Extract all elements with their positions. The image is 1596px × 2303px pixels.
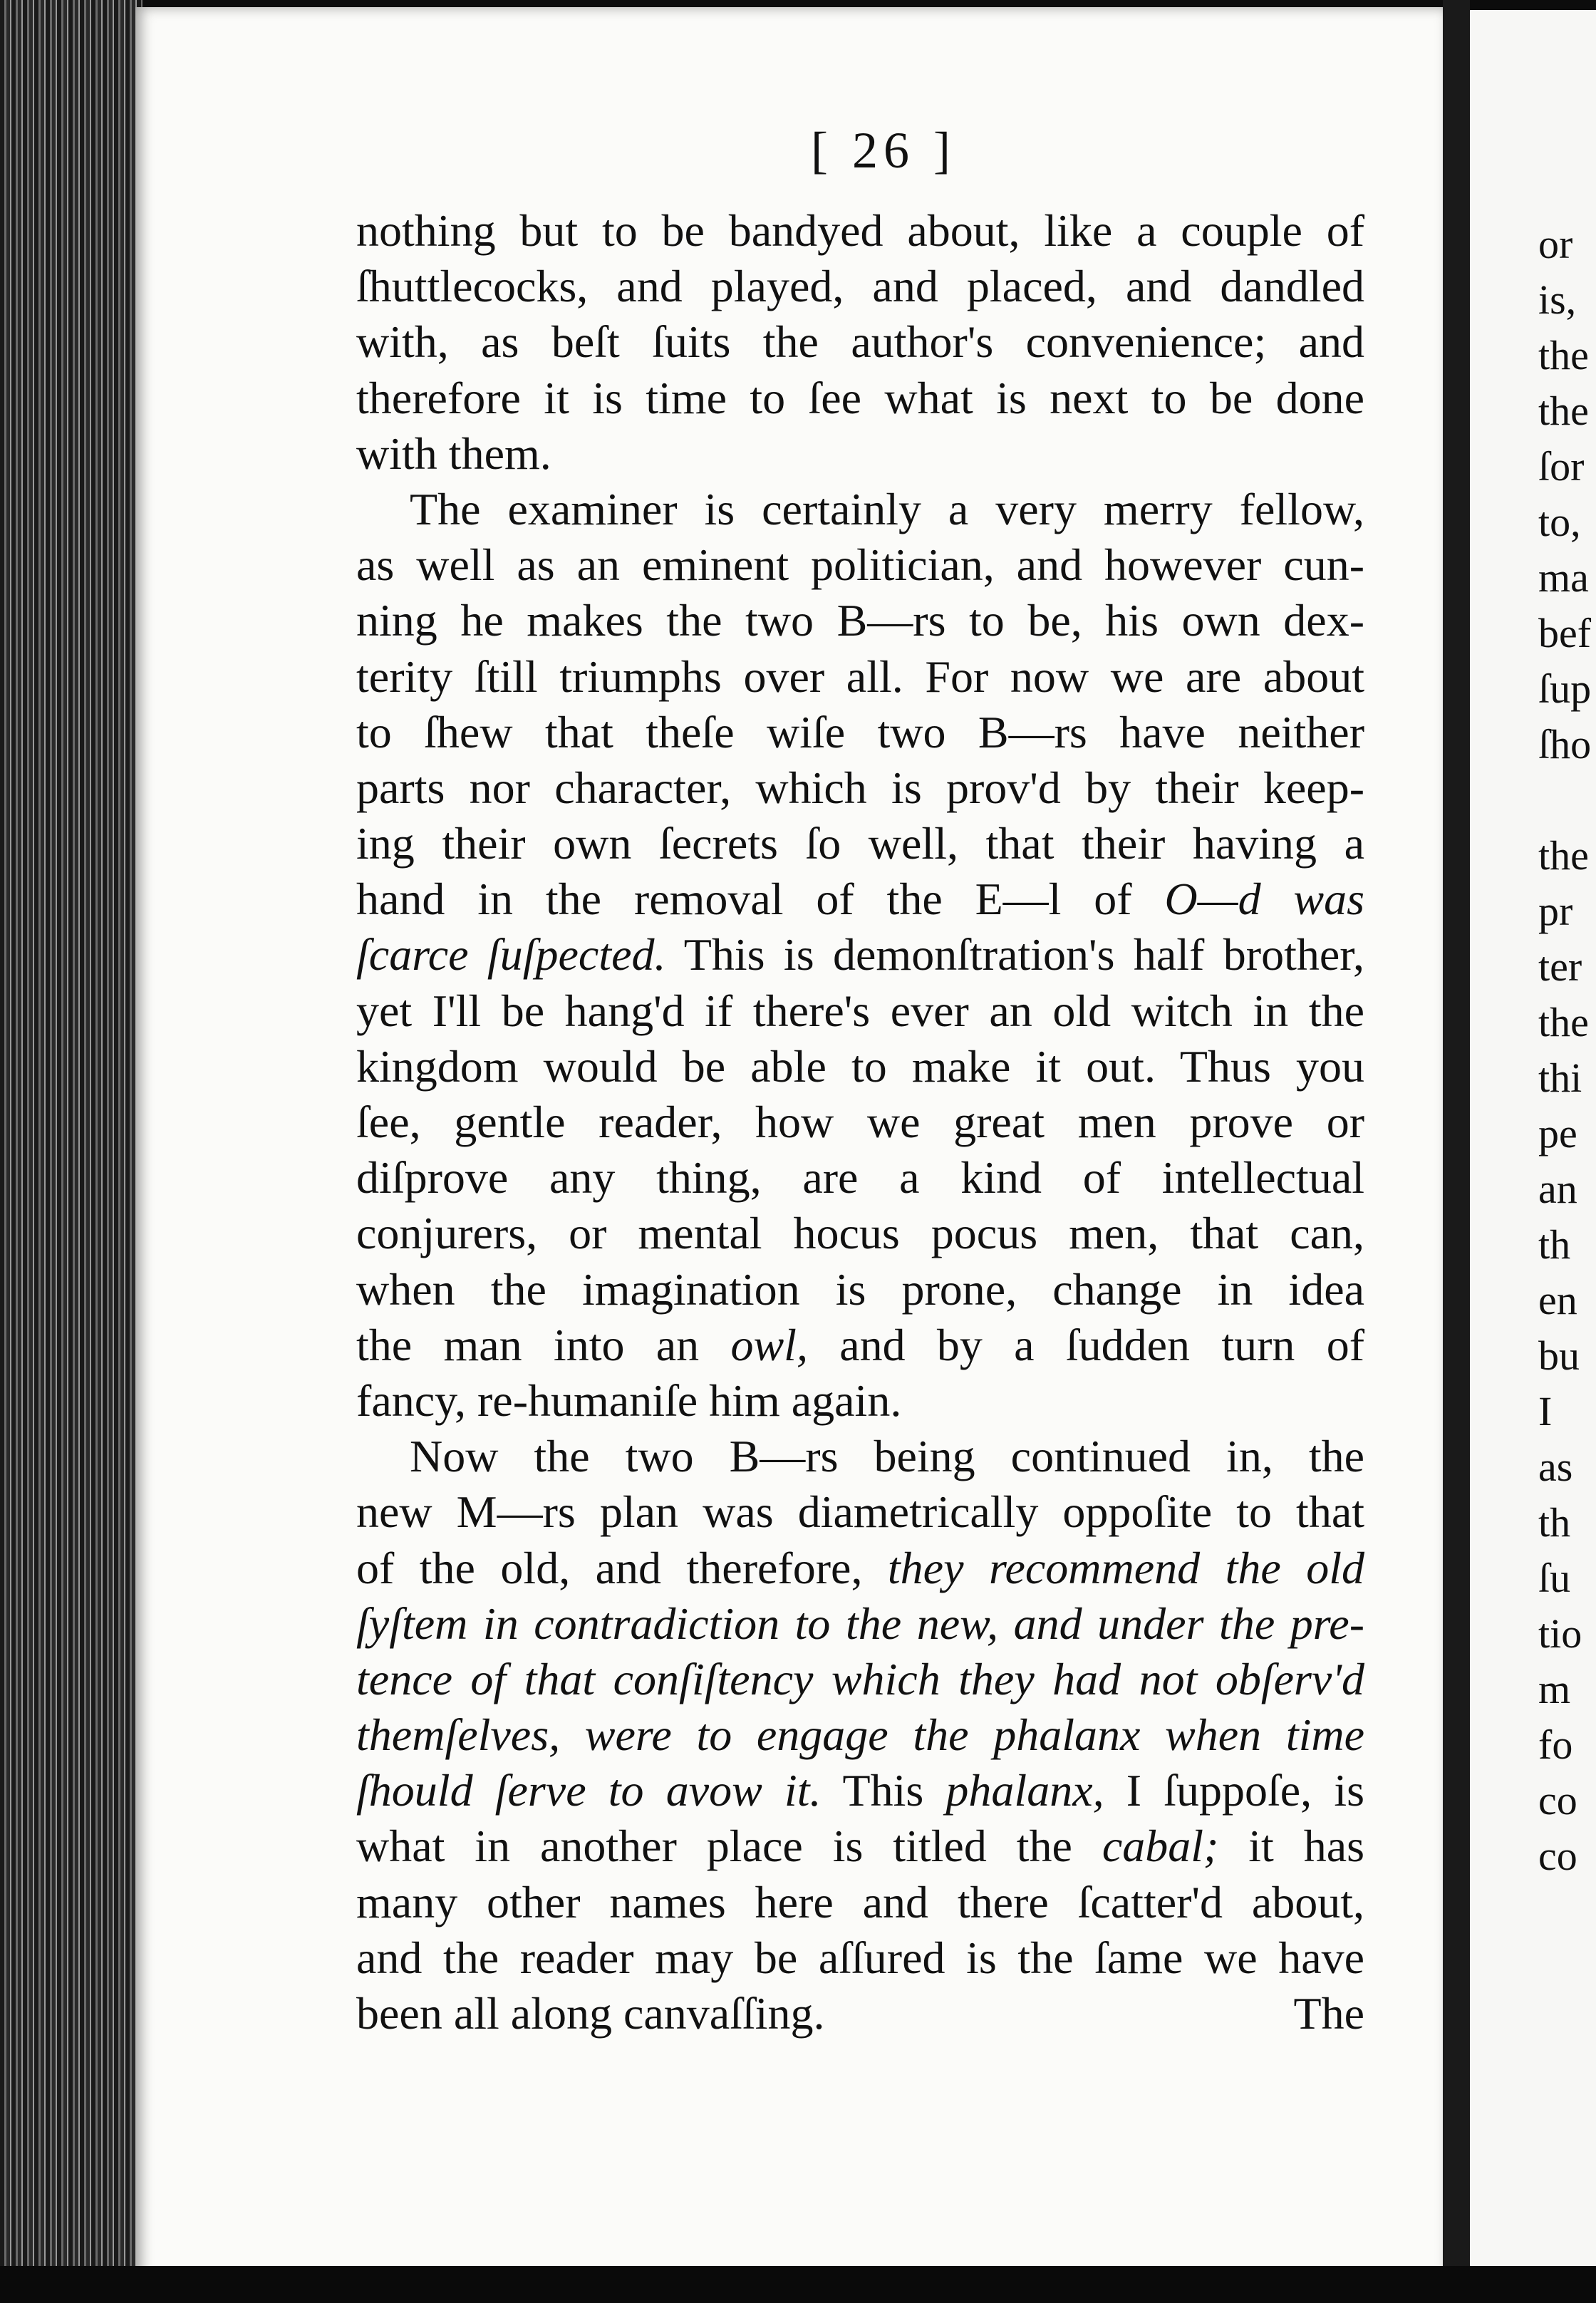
line-text: nothing but to be bandyed about, like a couple of [356, 205, 1364, 256]
facing-page-word: co [1538, 1777, 1577, 1823]
facing-page-word: pe [1538, 1110, 1577, 1156]
italic-text: they recommend the old [887, 1542, 1364, 1593]
line-text: therefore it is time to ſee what is next to be done [356, 372, 1364, 423]
text-line [356, 314, 1364, 370]
facing-page-word: ſu [1538, 1555, 1571, 1601]
line-text: new M—rs plan was diametrically oppoſite to that [356, 1486, 1364, 1538]
facing-page-word: ter [1538, 943, 1582, 990]
italic-text: phalanx, [945, 1765, 1104, 1816]
italic-text: cabal; [1102, 1821, 1219, 1872]
text-line [356, 1707, 1364, 1763]
gutter-shadow [1443, 0, 1470, 2303]
line-text: as well as an eminent politician, and however cun- [356, 539, 1364, 591]
facing-page-word: ma [1538, 554, 1589, 601]
italic-text: O—d was [1164, 874, 1365, 925]
line-text: This [821, 1765, 946, 1816]
book-edge [0, 0, 142, 2303]
facing-page-word: thi [1538, 1055, 1582, 1101]
page-header: [ 26 ] [811, 122, 956, 179]
facing-page-word: th [1538, 1499, 1571, 1546]
line-text: ing their own ſecrets ſo well, that their having a [356, 818, 1364, 869]
facing-page-word: ſho [1538, 721, 1592, 767]
line-text: yet I'll be hang'd if there's ever an old witch in the [356, 985, 1364, 1036]
text-line [356, 1763, 1364, 1818]
text-line [356, 1541, 1364, 1596]
facing-page-fragment [1470, 10, 1596, 2276]
line-text: hand in the removal of the E—l of [356, 874, 1165, 925]
line-text: ſee, gentle reader, how we great men prove or [356, 1097, 1364, 1147]
line-text: diſprove any thing, are a kind of intellectual [356, 1152, 1364, 1204]
facing-page-word: pr [1538, 888, 1573, 934]
text-line [356, 649, 1364, 705]
facing-page-word: co [1538, 1833, 1577, 1879]
text-line [356, 1262, 1364, 1318]
italic-text: and under the pre- [1013, 1598, 1365, 1649]
line-text [998, 1598, 1014, 1649]
text-line [356, 1206, 1364, 1261]
facing-page-word: the [1538, 332, 1589, 378]
bottom-shadow [0, 2266, 1596, 2303]
facing-page-word: an [1538, 1166, 1577, 1212]
line-text: many other names here and there ſcatter'd about, [356, 1876, 1364, 1927]
text-line [356, 705, 1364, 760]
line-text: when the imagination is prone, change in idea [356, 1263, 1364, 1315]
facing-page-word: to, [1538, 499, 1581, 545]
italic-text: tence of that conſiſtency which they had not obſerv'd [356, 1653, 1364, 1704]
text-line [356, 1039, 1364, 1094]
facing-page-word: I [1538, 1388, 1553, 1434]
text-line [356, 593, 1364, 648]
text-line [356, 1652, 1364, 1707]
text-line [356, 1373, 1364, 1429]
facing-page-word: tio [1538, 1610, 1582, 1657]
italic-text: owl, [730, 1319, 808, 1370]
text-line [356, 1318, 1364, 1373]
facing-page-word: ſup [1538, 666, 1592, 712]
facing-page-word: en [1538, 1277, 1577, 1323]
line-text: ning he makes the two B—rs to be, his own dex- [356, 595, 1364, 646]
line-text: and the reader may be aſſured is the ſame we have [356, 1932, 1364, 1983]
text-line [356, 259, 1364, 314]
text-line [356, 983, 1364, 1039]
line-text: conjurers, or mental hocus pocus men, that can, [356, 1208, 1364, 1259]
text-line [356, 203, 1364, 259]
line-text: I ſuppoſe, is [1104, 1765, 1365, 1816]
line-text: fancy, re-humaniſe him again. [356, 1375, 902, 1426]
facing-page-word: is, [1538, 276, 1577, 323]
line-text: it has [1218, 1821, 1365, 1872]
line-text: of the old, and therefore, [356, 1542, 888, 1593]
line-text: the man into an [356, 1319, 731, 1370]
facing-page-word: as [1538, 1444, 1573, 1490]
italic-text: ſhould ſerve to avow it. [356, 1765, 822, 1816]
text-line [356, 1818, 1364, 1874]
facing-page-word: m [1538, 1666, 1571, 1712]
facing-page-word: bu [1538, 1332, 1580, 1379]
facing-page-word: or [1538, 221, 1573, 267]
facing-page-word: bef [1538, 610, 1592, 656]
text-line [356, 1484, 1364, 1540]
line-text: The examiner is certainly a very merry fellow, [410, 483, 1364, 534]
line-text: parts nor character, which is prov'd by their keep- [356, 762, 1364, 813]
line-text: what in another place is titled the [356, 1821, 1102, 1872]
text-line [356, 1150, 1364, 1206]
body-text [356, 203, 1364, 2041]
line-text: terity ſtill triumphs over all. For now we are about [356, 651, 1364, 702]
italic-text: ſcarce ſuſpected. [356, 929, 666, 980]
text-line [356, 927, 1364, 983]
text-line [356, 871, 1364, 927]
text-line [356, 426, 1364, 482]
facing-page-word: fo [1538, 1722, 1573, 1768]
line-text: Now the two B—rs being continued in, the [410, 1431, 1364, 1482]
text-line [356, 1875, 1364, 1930]
text-line [356, 1596, 1364, 1652]
text-line [356, 1094, 1364, 1150]
line-text: with, as beſt ſuits the author's convenience; and [356, 316, 1364, 368]
text-line [356, 371, 1364, 426]
facing-page-word: the [1538, 388, 1589, 434]
catchword: The [1293, 1988, 1364, 2039]
text-line [356, 537, 1364, 593]
facing-page-word: ſor [1538, 443, 1585, 490]
line-text: This is demonſtration's half brother, [665, 929, 1365, 980]
facing-page-word: the [1538, 832, 1589, 879]
line-text: ſhuttlecocks, and played, and placed, and dandled [356, 261, 1364, 312]
text-line [356, 1930, 1364, 1986]
text-line [356, 760, 1364, 816]
italic-text: ſyſtem in contradiction to the new, [356, 1598, 999, 1649]
facing-page-word: the [1538, 999, 1589, 1045]
text-line [356, 1986, 1364, 2041]
line-text: with them. [356, 428, 551, 479]
italic-text: themſelves, were to engage the phalanx when time [356, 1709, 1364, 1761]
text-line [356, 1429, 1364, 1484]
facing-page-word: th [1538, 1221, 1571, 1268]
line-text: and by a ſudden turn of [807, 1319, 1365, 1370]
text-line [356, 816, 1364, 871]
line-text: kingdom would be able to make it out. Thus you [356, 1040, 1364, 1092]
text-line [356, 482, 1364, 537]
line-text: been all along canvaſſing. [356, 1988, 825, 2039]
line-text: to ſhew that theſe wiſe two B—rs have neither [356, 706, 1364, 757]
